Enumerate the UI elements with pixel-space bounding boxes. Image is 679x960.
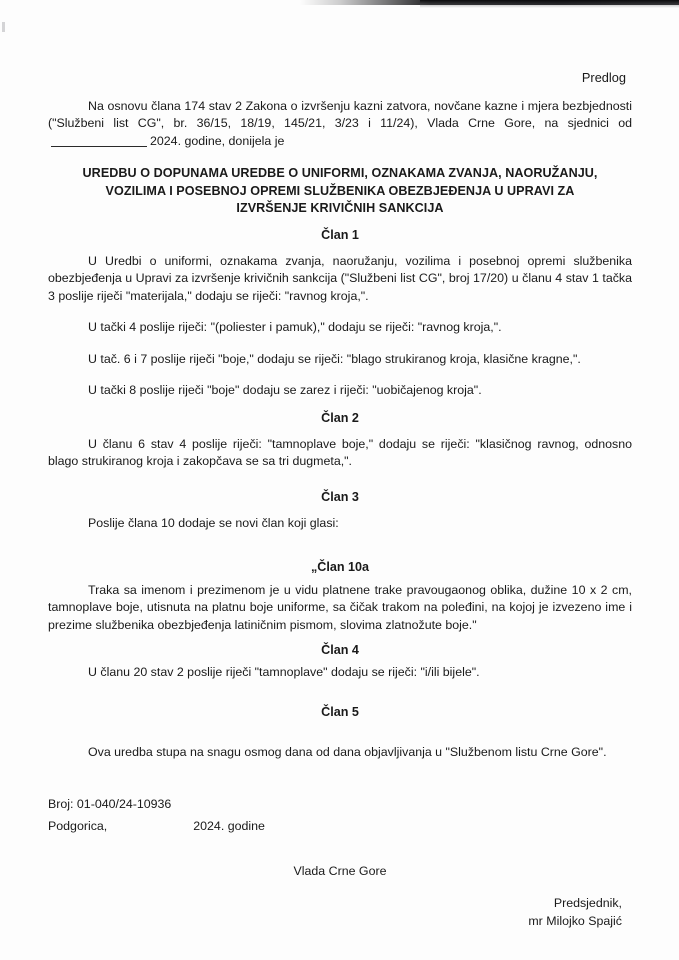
document-number: Broj: 01-040/24-10936 bbox=[48, 797, 172, 811]
issuer-label: Vlada Crne Gore bbox=[293, 864, 387, 878]
place-and-date-row bbox=[48, 818, 632, 836]
preamble-paragraph bbox=[48, 98, 632, 150]
article-body-4 bbox=[48, 664, 632, 681]
article-heading-3: Član 3 bbox=[321, 490, 359, 504]
article-5-paragraph-1: Ova uredba stupa na snagu osmog dana od dana objavljivanja u "Službenom listu Crne Gore". bbox=[88, 745, 607, 759]
article-body-3 bbox=[48, 515, 632, 532]
article-body-1 bbox=[48, 253, 632, 399]
signer-name: mr Milojko Spajić bbox=[528, 914, 622, 928]
article-heading-4: Član 4 bbox=[321, 643, 359, 657]
article-heading-2: Član 2 bbox=[321, 411, 359, 425]
signer-title: Predsjednik, bbox=[553, 896, 622, 910]
preamble-body: Na osnovu člana 174 stav 2 Zakona o izvršenju kazni zatvora, novčane kazne i mjera bezbjednosti ("Službeni list CG", br. 36/15, 18/19, 145/21, 3/23 i 11/24), Vlada Crne Gore, na sjednici od bbox=[48, 99, 632, 131]
scan-artifact-left-speck bbox=[2, 22, 5, 32]
article-4-paragraph-1: U članu 20 stav 2 poslije riječi "tamnoplave" dodaju se riječi: "i/ili bijele". bbox=[88, 665, 480, 679]
place-label: Podgorica, bbox=[48, 819, 108, 833]
article-10a-body bbox=[48, 582, 632, 634]
article-subheading-10a: „Član 10a bbox=[310, 560, 370, 574]
scan-artifact-top-shadow bbox=[420, 0, 679, 8]
article-10a-paragraph-1: Traka sa imenom i prezimenom je u vidu platnene trake pravougaonog oblika, dužine 10 x 2 cm, tamnoplave boje, utisnuta na platnu boje uniforme, sa čičak trakom na poleđini, na kojoj je izvezeno ime i prezime službenika obezbjeđenja latiničnim pismom, slovima zlatnožute boje." bbox=[48, 583, 632, 632]
decree-title-line-3: IZVRŠENJE KRIVIČNIH SANKCIJA bbox=[236, 201, 444, 216]
decree-title-line-1: UREDBU O DOPUNAMA UREDBE O UNIFORMI, OZNAKAMA ZVANJA, NAORUŽANJU, bbox=[82, 166, 598, 180]
article-2-paragraph-1: U članu 6 stav 4 poslije riječi: "tamnoplave boje," dodaju se riječi: "klasičnog ravnog, odnosno blago strukiranog kroja i zakopčava se sa tri dugmeta,". bbox=[48, 437, 632, 469]
article-1-paragraph-3: U tač. 6 i 7 poslije riječi "boje," dodaju se riječi: "blago strukiranog kroja, klasične kragne,". bbox=[88, 351, 581, 366]
document-kind-label: Predlog bbox=[581, 70, 626, 85]
article-heading-1: Član 1 bbox=[321, 228, 359, 242]
date-blank-line bbox=[51, 146, 147, 147]
article-3-paragraph-1: Poslije člana 10 dodaje se novi član koji glasi: bbox=[88, 516, 339, 530]
preamble-tail: 2024. godine, donijela je bbox=[150, 133, 285, 148]
article-heading-5: Član 5 bbox=[321, 705, 359, 719]
date-label: 2024. godine bbox=[193, 819, 265, 833]
decree-title-line-2: VOZILIMA I POSEBNOJ OPREMI SLUŽBENIKA OBEZBJEĐENJA U UPRAVI ZA bbox=[105, 183, 575, 198]
article-1-paragraph-2: U tački 4 poslije riječi: "(poliester i pamuk)," dodaju se riječi: "ravnog kroja,". bbox=[88, 320, 502, 335]
preamble-text bbox=[48, 98, 632, 150]
article-1-paragraph-4: U tački 8 poslije riječi "boje" dodaju se zarez i riječi: "uobičajenog kroja". bbox=[88, 383, 482, 398]
article-body-5 bbox=[48, 744, 632, 761]
article-1-paragraph-1: U Uredbi o uniformi, oznakama zvanja, naoružanju, vozilima i posebnoj opremi službenika obezbjeđenja u Upravi za izvršenje krivičnih sankcija ("Službeni list CG", broj 17/20) u članu 4 stav 1 tačka 3 poslije riječi "materijala," dodaju se riječi: "ravnog kroja,". bbox=[48, 254, 632, 303]
decree-title bbox=[48, 165, 632, 218]
article-body-2 bbox=[48, 436, 632, 471]
